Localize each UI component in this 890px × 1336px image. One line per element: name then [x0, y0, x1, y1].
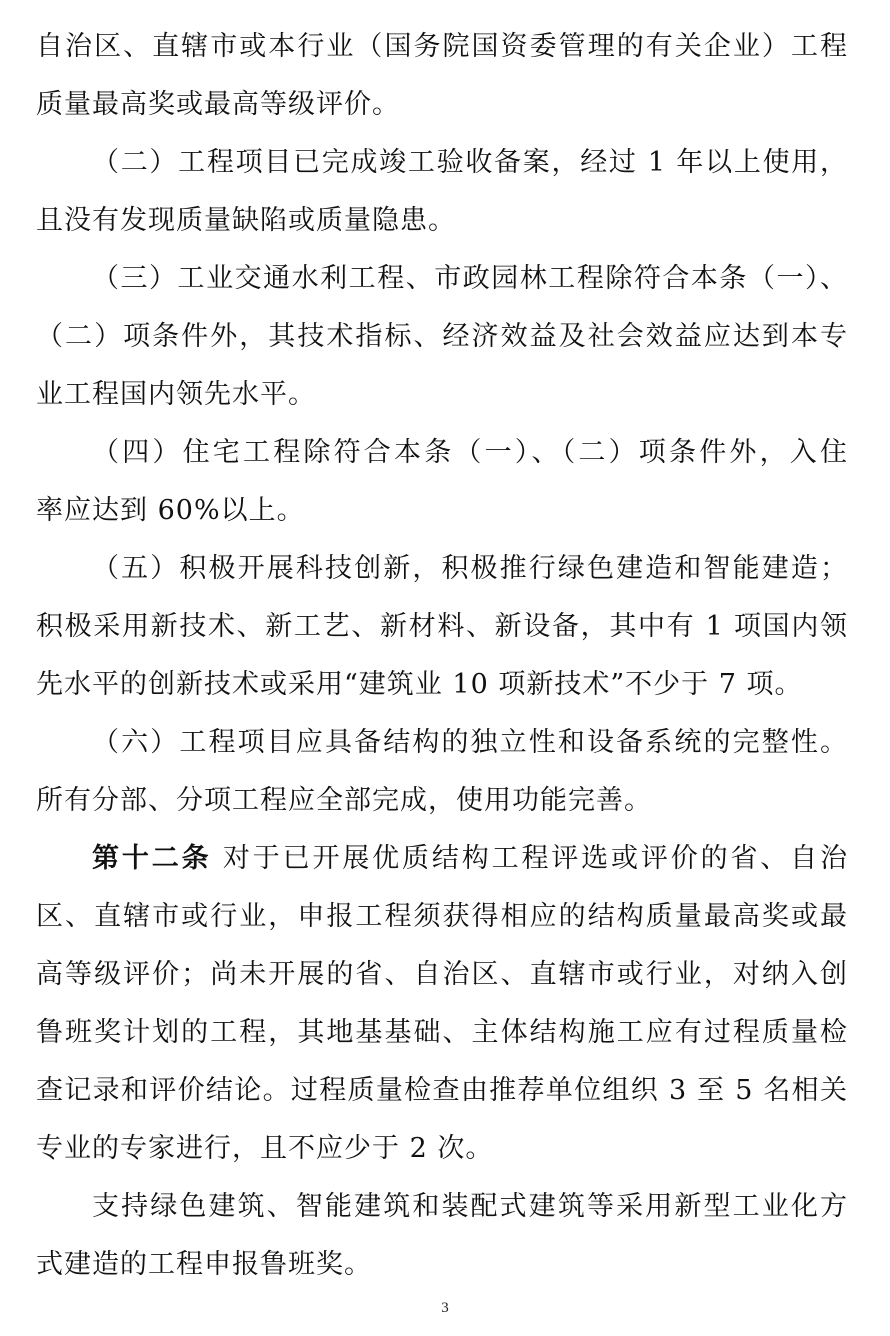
text-line: （二）工程项目已完成竣工验收备案，经过 1 年以上使用， [92, 147, 848, 178]
document-body [36, 18, 848, 1294]
text-line: 支持绿色建筑、智能建筑和装配式建筑等采用新型工业化方 [92, 1191, 848, 1222]
text-line: 高等级评价；尚未开展的省、自治区、直辖市或行业，对纳入创 [36, 959, 848, 990]
text-line: 所有分部、分项工程应全部完成，使用功能完善。 [36, 785, 652, 816]
text-line: （三）工业交通水利工程、市政园林工程除符合本条（一）、 [92, 263, 848, 294]
text-line: 业工程国内领先水平。 [36, 379, 316, 410]
text-line: 区、直辖市或行业，申报工程须获得相应的结构质量最高奖或最 [36, 901, 848, 932]
text-line: （五）积极开展科技创新，积极推行绿色建造和智能建造； [92, 553, 848, 584]
text-line: 鲁班奖计划的工程，其地基基础、主体结构施工应有过程质量检 [36, 1017, 848, 1048]
text-line: 率应达到 60%以上。 [36, 495, 305, 526]
text-line: 自治区、直辖市或本行业（国务院国资委管理的有关企业）工程 [36, 31, 848, 62]
text-line: （四）住宅工程除符合本条（一）、（二）项条件外，入住 [92, 437, 848, 468]
text-line: 式建造的工程申报鲁班奖。 [36, 1249, 372, 1280]
text-line: （二）项条件外，其技术指标、经济效益及社会效益应达到本专 [36, 321, 848, 352]
text-line: （六）工程项目应具备结构的独立性和设备系统的完整性。 [92, 727, 848, 758]
text-line: 对于已开展优质结构工程评选或评价的省、自治 [222, 843, 848, 874]
text-line: 积极采用新技术、新工艺、新材料、新设备，其中有 1 项国内领 [36, 611, 848, 642]
text-line: 查记录和评价结论。过程质量检查由推荐单位组织 3 至 5 名相关 [36, 1075, 848, 1106]
text-line: 质量最高奖或最高等级评价。 [36, 89, 400, 120]
article-12-first-line [36, 830, 848, 888]
text-line: 专业的专家进行，且不应少于 2 次。 [36, 1133, 494, 1164]
page-number: 3 [441, 1300, 449, 1316]
article-heading: 第十二条 [92, 843, 212, 874]
text-line: 且没有发现质量缺陷或质量隐患。 [36, 205, 456, 236]
text-line: 先水平的创新技术或采用“建筑业 10 项新技术”不少于 7 项。 [36, 669, 803, 700]
